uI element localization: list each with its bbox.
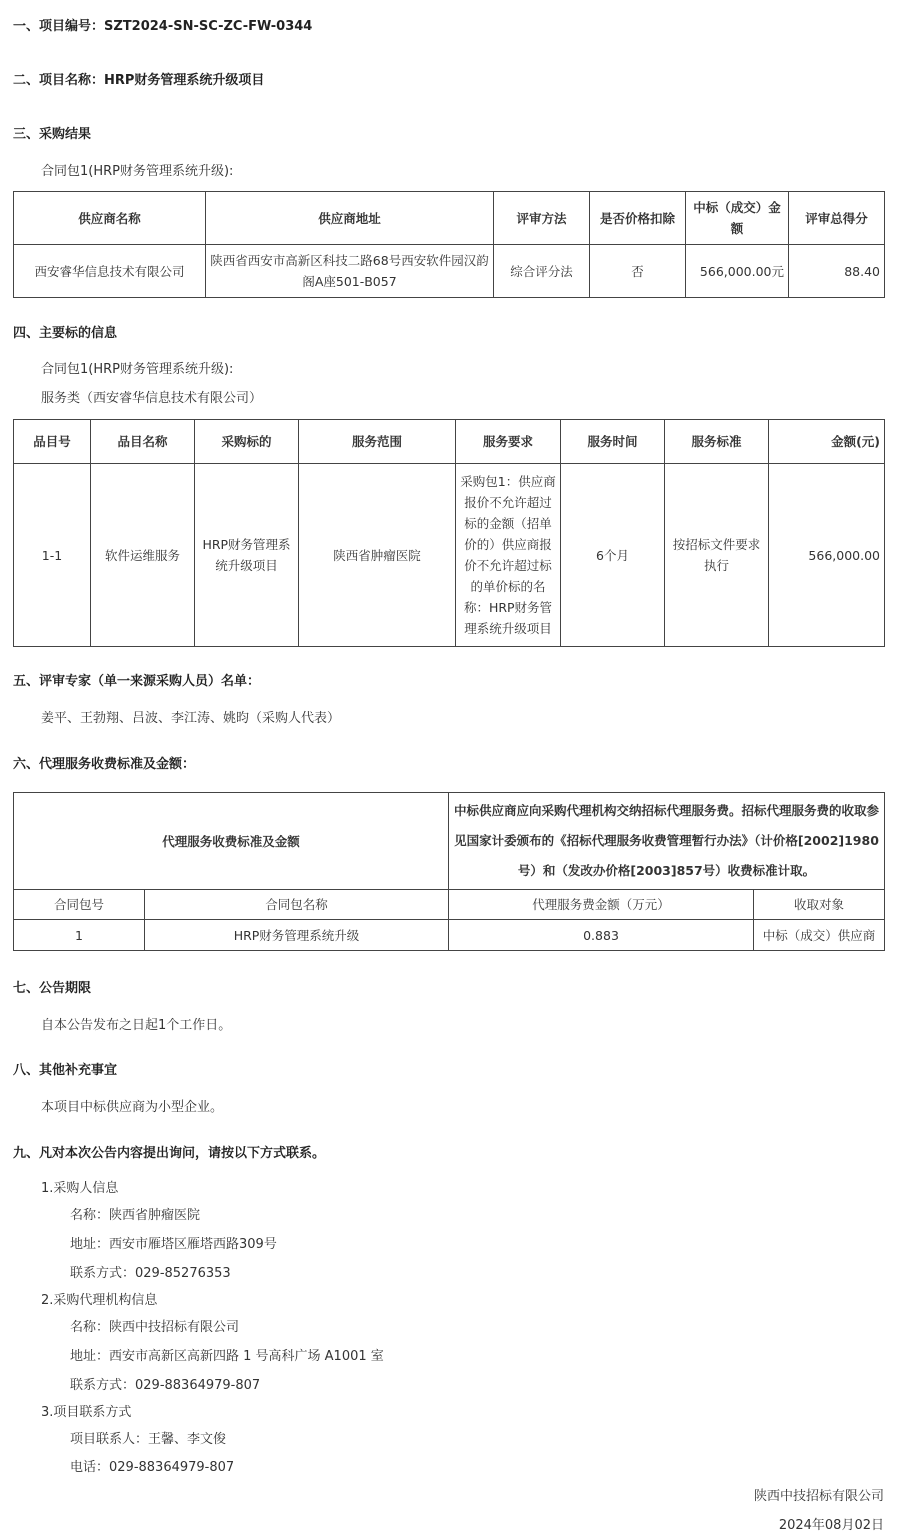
th-package-no: 合同包号 — [14, 890, 145, 920]
package-label: 合同包1(HRP财务管理系统升级): — [41, 362, 234, 377]
cell-standard: 按招标文件要求执行 — [665, 464, 769, 647]
signature-date: 2024年08月02日 — [778, 1518, 884, 1533]
signature-org: 陕西中技招标有限公司 — [753, 1489, 884, 1504]
cell-fee-amount: 0.883 — [449, 920, 754, 951]
cell-fee-target: 中标（成交）供应商 — [754, 920, 885, 951]
contact-heading: 九、凡对本次公告内容提出询问，请按以下方式联系。 — [13, 1146, 326, 1161]
th-scope: 服务范围 — [299, 420, 456, 464]
th-supplier-name: 供应商名称 — [14, 192, 206, 245]
supplement-heading: 八、其他补充事宜 — [13, 1063, 118, 1078]
cell-supplier-address: 陕西省西安市高新区科技二路68号西安软件园汉韵阁A座501-B057 — [206, 245, 494, 298]
cell-code: 1-1 — [14, 464, 91, 647]
th-standard: 服务标准 — [665, 420, 769, 464]
contact-title: 3.项目联系方式 — [41, 1405, 132, 1420]
result-table — [13, 191, 885, 298]
main-items-heading: 四、主要标的信息 — [13, 326, 118, 341]
items-table — [13, 419, 885, 647]
th-fee-target: 收取对象 — [754, 890, 885, 920]
cell-item: 软件运维服务 — [91, 464, 195, 647]
table-row — [14, 245, 885, 298]
cell-time: 6个月 — [561, 464, 665, 647]
th-item: 品目名称 — [91, 420, 195, 464]
th-item-amount: 金额(元) — [769, 420, 885, 464]
project-name-heading: 二、项目名称：HRP财务管理系统升级项目 — [13, 73, 265, 88]
cell-package-name: HRP财务管理系统升级 — [145, 920, 449, 951]
th-requirement: 服务要求 — [456, 420, 561, 464]
contact-phone: 电话：029-88364979-807 — [70, 1460, 235, 1475]
supplement-text: 本项目中标供应商为小型企业。 — [41, 1100, 224, 1115]
agency-name: 名称：陕西中技招标有限公司 — [70, 1320, 240, 1335]
cell-score: 88.40 — [789, 245, 885, 298]
package-label: 合同包1(HRP财务管理系统升级): — [41, 164, 234, 179]
th-amount: 中标（成交）金额 — [686, 192, 789, 245]
procurement-result-heading: 三、采购结果 — [13, 127, 92, 142]
cell-package-no: 1 — [14, 920, 145, 951]
experts-list: 姜平、王勃翔、吕波、李江涛、姚昀（采购人代表） — [41, 711, 341, 726]
fee-standard-label: 代理服务收费标准及金额 — [14, 793, 449, 890]
th-code: 品目号 — [14, 420, 91, 464]
table-row — [14, 920, 885, 951]
buyer-address: 地址：西安市雁塔区雁塔西路309号 — [70, 1237, 277, 1252]
cell-supplier-name: 西安睿华信息技术有限公司 — [14, 245, 206, 298]
agency-phone: 联系方式：029-88364979-807 — [70, 1378, 261, 1393]
buyer-name: 名称：陕西省肿瘤医院 — [70, 1208, 201, 1223]
cell-scope: 陕西省肿瘤医院 — [299, 464, 456, 647]
th-fee-amount: 代理服务费金额（万元） — [449, 890, 754, 920]
th-package-name: 合同包名称 — [145, 890, 449, 920]
category-label: 服务类（西安睿华信息技术有限公司） — [41, 391, 263, 406]
th-score: 评审总得分 — [789, 192, 885, 245]
cell-item-amount: 566,000.00 — [769, 464, 885, 647]
th-method: 评审方法 — [494, 192, 590, 245]
notice-period-heading: 七、公告期限 — [13, 981, 92, 996]
agency-address: 地址：西安市高新区高新四路 1 号高科广场 A1001 室 — [70, 1349, 384, 1364]
th-supplier-address: 供应商地址 — [206, 192, 494, 245]
cell-requirement: 采购包1：供应商报价不允许超过标的金额（招单价的）供应商报价不允许超过标的单价标的名称：HRP财务管理系统升级项目 — [456, 464, 561, 647]
th-target: 采购标的 — [195, 420, 299, 464]
cell-amount: 566,000.00元 — [686, 245, 789, 298]
fee-standard-text: 中标供应商应向采购代理机构交纳招标代理服务费。招标代理服务费的收取参见国家计委颁布的《招标代理服务收费管理暂行办法》（计价格[2002]1980号）和（发改办价格[2003]857号）收费标准计取。 — [449, 793, 885, 890]
buyer-title: 1.采购人信息 — [41, 1181, 119, 1196]
notice-period-text: 自本公告发布之日起1个工作日。 — [41, 1018, 232, 1033]
th-time: 服务时间 — [561, 420, 665, 464]
cell-method: 综合评分法 — [494, 245, 590, 298]
agency-title: 2.采购代理机构信息 — [41, 1293, 158, 1308]
project-number-heading: 一、项目编号：SZT2024-SN-SC-ZC-FW-0344 — [13, 19, 313, 34]
th-deduction: 是否价格扣除 — [590, 192, 686, 245]
fee-table — [13, 792, 885, 951]
experts-heading: 五、评审专家（单一来源采购人员）名单： — [13, 674, 261, 689]
cell-deduction: 否 — [590, 245, 686, 298]
buyer-phone: 联系方式：029-85276353 — [70, 1266, 231, 1281]
cell-target: HRP财务管理系统升级项目 — [195, 464, 299, 647]
agency-fee-heading: 六、代理服务收费标准及金额： — [13, 757, 196, 772]
table-row — [14, 464, 885, 647]
contact-person: 项目联系人：王馨、李文俊 — [70, 1432, 227, 1447]
